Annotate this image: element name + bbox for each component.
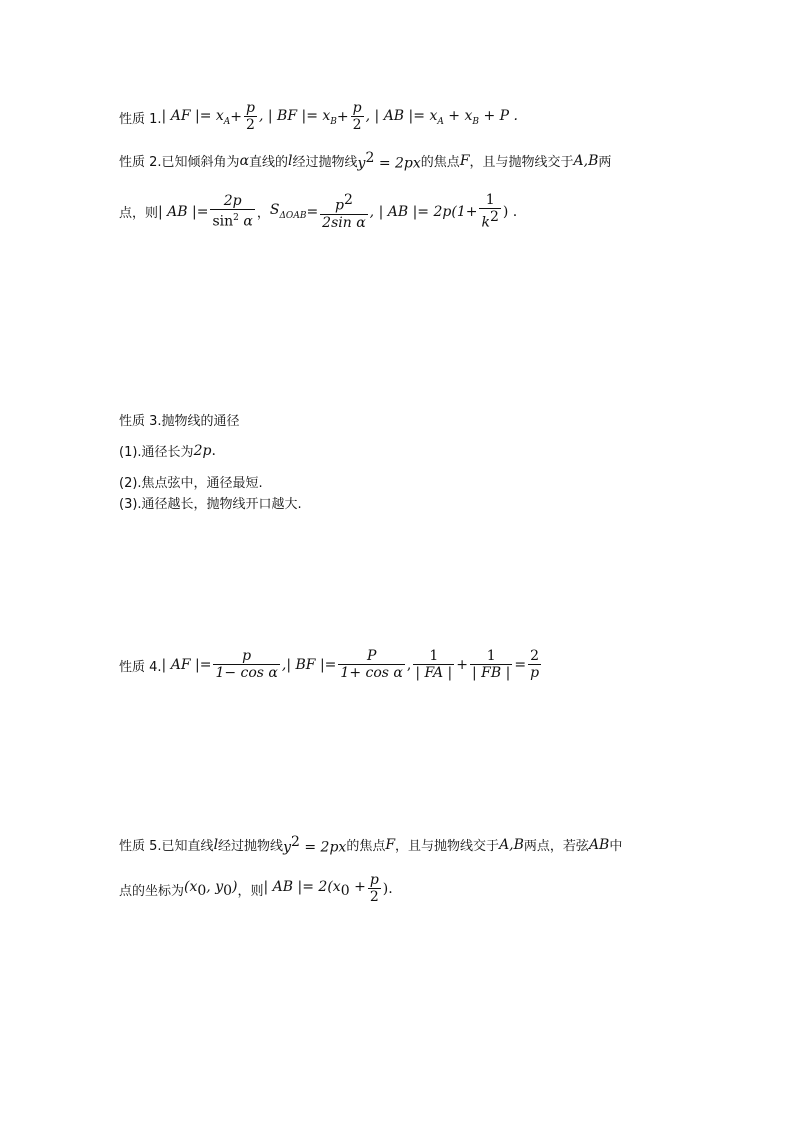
fraction-P-over-1-plus-cos: $\frac{P}{\text{1+ cos α}}$ — [340, 648, 403, 681]
property-1-line: 性质 1. | AF |= $x_A$ + $\frac{p}{2}$ , | BF |= $x_B$ + $\frac{p}{2}$ , | AB |= $x_A + x_B + P$ . — [119, 100, 518, 133]
ab-expr: , | AB |= $x_A + x_B + P$ . — [365, 107, 518, 127]
property-1-label: 性质 1. — [119, 111, 162, 127]
af-expr: | AF |= $x_A$ — [161, 107, 231, 127]
property-3-item-1: (1).通径长为 2p . — [119, 442, 216, 460]
property-2-label: 性质 2. — [119, 155, 162, 171]
midpoint-coordinate: ($x_0$, $y_0$) — [184, 879, 238, 899]
property-4-label: 性质 4. — [119, 659, 162, 675]
fraction-p-over-1-minus-cos: $\frac{p}{\text{1− cos α}}$ — [215, 648, 278, 681]
fraction-2p-over-sin2: $\frac{2p}{\sin^2 \alpha}$ — [212, 193, 253, 230]
property-4-line: 性质 4. | AF |= $\frac{p}{\text{1− cos α}}$ ,| BF |= $\frac{P}{\text{1+ cos α}}$ , $\frac{1}{| FA |}$ + $\frac{1}{| FB |}$ = $\frac{2}{p}$ — [119, 648, 540, 681]
fraction-p-over-2: $\frac{p}{2}$ — [369, 872, 379, 905]
fraction-1-over-FA: $\frac{1}{| FA |}$ — [415, 648, 453, 681]
property-3-item-2: (2).焦点弦中，通径最短. — [119, 476, 263, 491]
parabola-equation: $y^2 = 2px$ — [357, 150, 421, 172]
property-2-line-2: 点，则 | AB |= $\frac{2p}{\sin^2 \alpha}$ ， $S_{\Delta OAB}$ = $\frac{p^2}{\text{2sin α}}$ , | AB |= 2p(1+ $\frac{1}{k^2}$ ) . — [119, 192, 518, 231]
parabola-equation: $y^2 = 2px$ — [283, 834, 347, 856]
property-2-line-1: 性质 2. 已知倾斜角为 α 直线的 l 经过抛物线 $y^2 = 2px$ 的焦点 F ，且与抛物线交于 A,B 两 — [119, 150, 612, 172]
property-5-line-2: 点的坐标为 ($x_0$, $y_0$) ，则 | AB |= $2(x_0$ + $\frac{p}{2}$ ). — [119, 872, 393, 905]
bf-expr: , | BF |= $x_B$ — [258, 107, 337, 127]
fraction-p2-over-2sin: $\frac{p^2}{\text{2sin α}}$ — [322, 192, 366, 231]
area-symbol: $S_{\Delta OAB}$ — [269, 202, 307, 222]
fraction-1-over-FB: $\frac{1}{| FB |}$ — [472, 648, 511, 681]
fraction-1-over-k2: $\frac{1}{k^2}$ — [481, 192, 499, 231]
property-3-title: 性质 3.抛物线的通径 — [119, 414, 240, 429]
fraction-2-over-p: $\frac{2}{p}$ — [530, 648, 540, 681]
ab-expr: | AB |= $2(x_0$ + — [263, 879, 366, 899]
property-5-label: 性质 5. — [119, 839, 162, 855]
property-3-item-3: (3).通径越长，抛物线开口越大. — [119, 497, 302, 512]
fraction-p-over-2: $\frac{p}{2}$ — [246, 100, 255, 133]
property-5-line-1: 性质 5. 已知直线 l 经过抛物线 $y^2 = 2px$ 的焦点 F ，且与抛物线交于 A,B 两点，若弦 AB 中 — [119, 834, 623, 856]
fraction-p-over-2: $\frac{p}{2}$ — [352, 100, 362, 133]
